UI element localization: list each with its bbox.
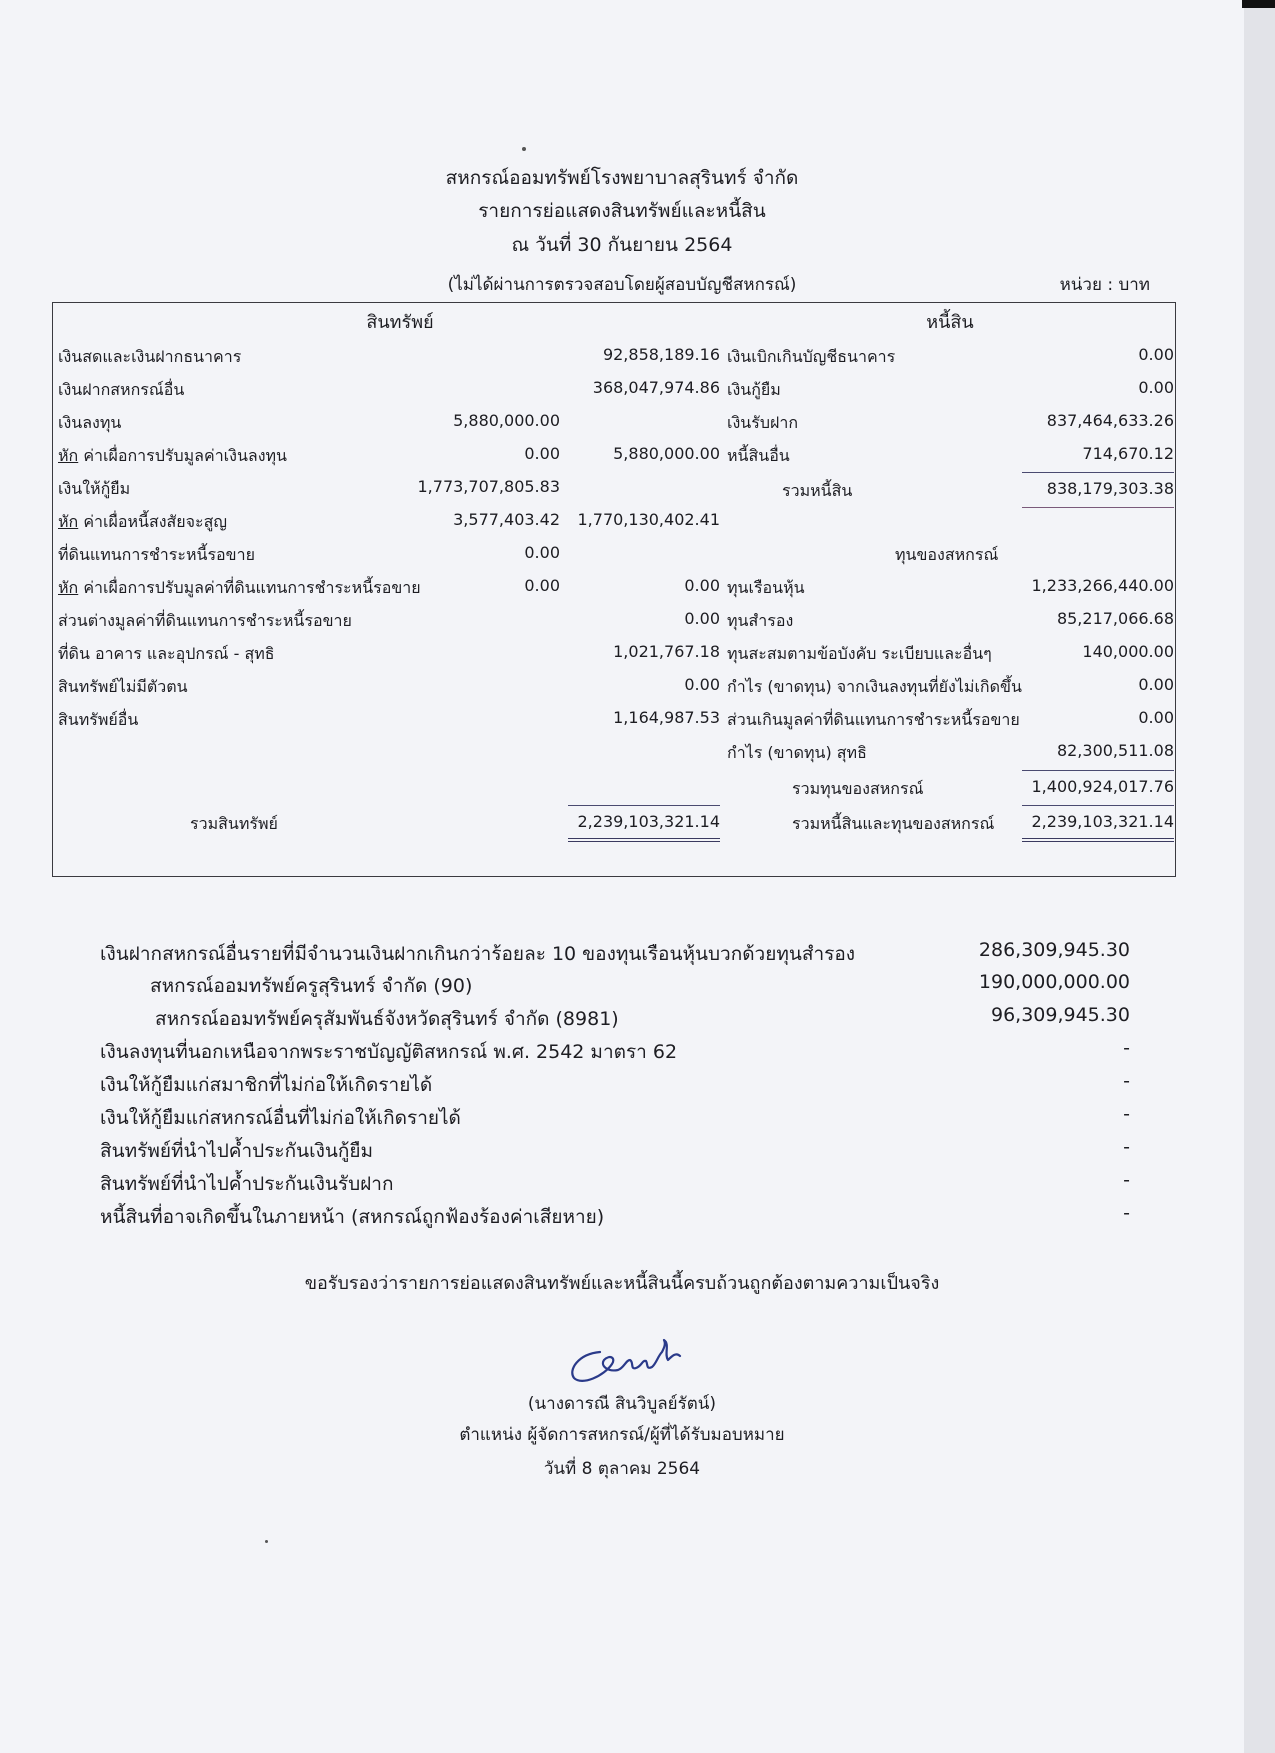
- equity-label: ทุนเรือนหุ้น: [727, 578, 805, 597]
- less-prefix: หัก: [58, 446, 79, 465]
- equity-label: กำไร (ขาดทุน) จากเงินลงทุนที่ยังไม่เกิดขึ้น: [727, 677, 1022, 696]
- asset-label: สินทรัพย์อื่น: [58, 710, 139, 729]
- scan-speck: [522, 147, 526, 151]
- note-label: หนี้สินที่อาจเกิดขึ้นในภายหน้า (สหกรณ์ถูกฟ้องร้องค่าเสียหาย): [100, 1206, 605, 1228]
- liability-label: เงินกู้ยืม: [727, 380, 781, 399]
- document-title: รายการย่อแสดงสินทรัพย์และหนี้สิน: [478, 200, 766, 222]
- equity-label: ทุนสำรอง: [727, 611, 794, 630]
- note-value: -: [1123, 1136, 1130, 1158]
- equity-value: 85,217,066.68: [1056, 609, 1174, 628]
- liabilities-heading: หนี้สิน: [926, 312, 974, 333]
- note-value: -: [1123, 1169, 1130, 1191]
- liability-value: 714,670.12: [1082, 444, 1174, 463]
- note-label: สหกรณ์ออมทรัพย์ครูสุรินทร์ จำกัด (90): [150, 975, 473, 997]
- asset-label: ส่วนต่างมูลค่าที่ดินแทนการชำระหนี้รอขาย: [58, 611, 352, 630]
- less-prefix: หัก: [58, 578, 79, 597]
- equity-value: 1,233,266,440.00: [1031, 576, 1174, 595]
- asset-label: ที่ดิน อาคาร และอุปกรณ์ - สุทธิ: [58, 644, 275, 663]
- asset-label: [58, 576, 421, 601]
- grand-total-double-rule: [1022, 838, 1174, 842]
- asset-label: [58, 510, 227, 535]
- asset-label: สินทรัพย์ไม่มีตัวตน: [58, 677, 188, 696]
- equity-value: 82,300,511.08: [1056, 741, 1174, 760]
- liability-value: 837,464,633.26: [1046, 411, 1174, 430]
- audit-note: (ไม่ได้ผ่านการตรวจสอบโดยผู้สอบบัญชีสหกรณ์): [447, 275, 797, 295]
- equity-value: 140,000.00: [1082, 642, 1174, 661]
- signature-date: วันที่ 8 ตุลาคม 2564: [543, 1459, 701, 1479]
- asset-gross-value: 0.00: [524, 543, 560, 562]
- note-label: เงินลงทุนที่นอกเหนือจากพระราชบัญญัติสหกรณ์ พ.ศ. 2542 มาตรา 62: [100, 1041, 678, 1063]
- note-value: -: [1123, 1202, 1130, 1224]
- less-prefix: หัก: [58, 512, 79, 531]
- asset-label-text: ค่าเผื่อการปรับมูลค่าเงินลงทุน: [78, 446, 287, 465]
- equity-label: ส่วนเกินมูลค่าที่ดินแทนการชำระหนี้รอขาย: [727, 710, 1020, 729]
- asset-gross-value: 0.00: [524, 444, 560, 463]
- liability-label: หนี้สินอื่น: [727, 446, 790, 465]
- scan-edge: [1244, 0, 1275, 1753]
- asset-gross-value: 1,773,707,805.83: [417, 477, 560, 496]
- scan-speck: [265, 1540, 268, 1543]
- equity-label: กำไร (ขาดทุน) สุทธิ: [727, 743, 867, 762]
- liability-label: เงินรับฝาก: [727, 413, 799, 432]
- asset-net-value: 0.00: [684, 609, 720, 628]
- asset-label: ที่ดินแทนการชำระหนี้รอขาย: [58, 545, 255, 564]
- total-liab-equity-value: 2,239,103,321.14: [1031, 812, 1174, 831]
- asset-net-value: 1,164,987.53: [613, 708, 720, 727]
- asset-net-value: 5,880,000.00: [613, 444, 720, 463]
- asset-label: เงินสดและเงินฝากธนาคาร: [58, 347, 242, 366]
- note-label: เงินให้กู้ยืมแก่สมาชิกที่ไม่ก่อให้เกิดรายได้: [100, 1074, 433, 1096]
- note-value: 286,309,945.30: [978, 939, 1130, 961]
- signatory-position: ตำแหน่ง ผู้จัดการสหกรณ์/ผู้ที่ได้รับมอบหมาย: [459, 1425, 785, 1445]
- document-date: ณ วันที่ 30 กันยายน 2564: [511, 234, 733, 256]
- subtotal-rule: [1022, 805, 1174, 806]
- assets-heading: สินทรัพย์: [366, 312, 434, 333]
- total-liabilities-label: รวมหนี้สิน: [782, 481, 853, 500]
- asset-label: [58, 444, 287, 469]
- total-liab-equity-label: รวมหนี้สินและทุนของสหกรณ์: [792, 814, 995, 833]
- subtotal-rule: [1022, 472, 1174, 473]
- asset-label: เงินลงทุน: [58, 413, 122, 432]
- org-name: สหกรณ์ออมทรัพย์โรงพยาบาลสุรินทร์ จำกัด: [445, 167, 799, 189]
- unit-label: หน่วย : บาท: [1059, 275, 1150, 295]
- liability-label: เงินเบิกเกินบัญชีธนาคาร: [727, 347, 896, 366]
- total-liabilities-rule: [1022, 507, 1174, 508]
- asset-net-value: 92,858,189.16: [602, 345, 720, 364]
- equity-value: 0.00: [1138, 708, 1174, 727]
- total-equity-value: 1,400,924,017.76: [1031, 777, 1174, 796]
- note-value: 96,309,945.30: [990, 1004, 1130, 1026]
- subtotal-rule: [568, 805, 720, 806]
- asset-net-value: 1,770,130,402.41: [577, 510, 720, 529]
- subtotal-rule: [1022, 770, 1174, 771]
- liability-value: 0.00: [1138, 378, 1174, 397]
- certification-statement: ขอรับรองว่ารายการย่อแสดงสินทรัพย์และหนี้สินนี้ครบถ้วนถูกต้องตามความเป็นจริง: [304, 1273, 940, 1294]
- asset-net-value: 0.00: [684, 576, 720, 595]
- note-value: 190,000,000.00: [978, 971, 1130, 993]
- asset-net-value: 1,021,767.18: [613, 642, 720, 661]
- asset-label: เงินให้กู้ยืม: [58, 479, 131, 498]
- total-equity-label: รวมทุนของสหกรณ์: [792, 779, 924, 798]
- asset-label: เงินฝากสหกรณ์อื่น: [58, 380, 185, 399]
- asset-label-text: ค่าเผื่อหนี้สงสัยจะสูญ: [78, 512, 228, 531]
- note-value: -: [1123, 1070, 1130, 1092]
- asset-gross-value: 0.00: [524, 576, 560, 595]
- handwritten-signature: [560, 1330, 710, 1390]
- scan-corner-mark: [1242, 0, 1275, 8]
- equity-heading: ทุนของสหกรณ์: [895, 545, 999, 564]
- signatory-name: (นางดารณี สินวิบูลย์รัตน์): [527, 1394, 717, 1414]
- total-assets-label: รวมสินทรัพย์: [190, 814, 278, 833]
- asset-label-text: ค่าเผื่อการปรับมูลค่าที่ดินแทนการชำระหนี้รอขาย: [78, 578, 421, 597]
- asset-gross-value: 3,577,403.42: [453, 510, 560, 529]
- asset-net-value: 368,047,974.86: [592, 378, 720, 397]
- note-label: สินทรัพย์ที่นำไปค้ำประกันเงินรับฝาก: [100, 1173, 394, 1195]
- note-label: เงินให้กู้ยืมแก่สหกรณ์อื่นที่ไม่ก่อให้เกิดรายได้: [100, 1107, 461, 1129]
- asset-gross-value: 5,880,000.00: [453, 411, 560, 430]
- note-value: -: [1123, 1037, 1130, 1059]
- total-liabilities-value: 838,179,303.38: [1046, 479, 1174, 498]
- note-label: สินทรัพย์ที่นำไปค้ำประกันเงินกู้ยืม: [100, 1140, 374, 1162]
- equity-value: 0.00: [1138, 675, 1174, 694]
- note-label: เงินฝากสหกรณ์อื่นรายที่มีจำนวนเงินฝากเกินกว่าร้อยละ 10 ของทุนเรือนหุ้นบวกด้วยทุนสำรอง: [100, 943, 856, 965]
- equity-label: ทุนสะสมตามข้อบังคับ ระเบียบและอื่นๆ: [727, 644, 992, 663]
- note-label: สหกรณ์ออมทรัพย์ครุสัมพันธ์จังหวัดสุรินทร์ จำกัด (8981): [155, 1008, 619, 1030]
- total-assets-value: 2,239,103,321.14: [577, 812, 720, 831]
- grand-total-double-rule: [568, 838, 720, 842]
- liability-value: 0.00: [1138, 345, 1174, 364]
- note-value: -: [1123, 1103, 1130, 1125]
- asset-net-value: 0.00: [684, 675, 720, 694]
